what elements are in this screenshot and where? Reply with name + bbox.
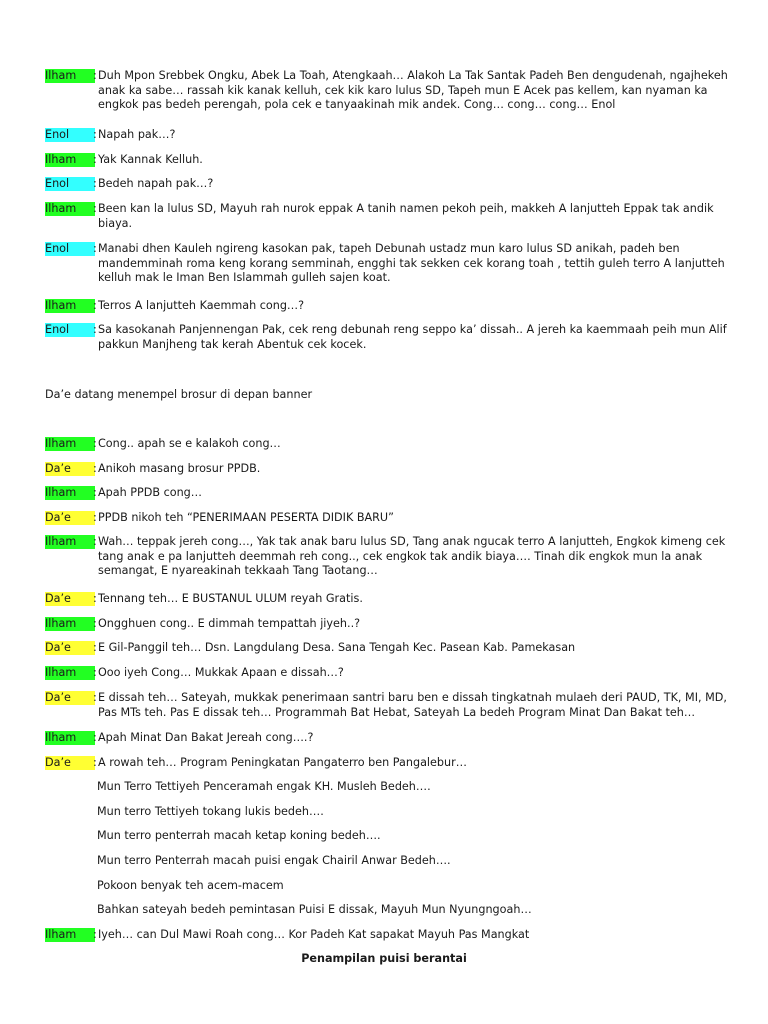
speaker-label: Ilham: [45, 437, 95, 451]
dialogue-line: Ilham : Apah PPDB cong…: [45, 486, 735, 501]
dialogue-text: PPDB nikoh teh “PENERIMAAN PESERTA DIDIK BARU”: [98, 511, 394, 524]
dialogue-line: Ilham : Apah Minat Dan Bakat Jereah cong….?: [45, 731, 735, 746]
speaker-label: Da’e: [45, 641, 95, 655]
dialogue-line: Da’e : PPDB nikoh teh “PENERIMAAN PESERTA DIDIK BARU”: [45, 511, 735, 526]
continuation-line: Pokoon benyak teh acem-macem: [97, 879, 284, 892]
continuation-line: Bahkan sateyah bedeh pemintasan Puisi E dissak, Mayuh Mun Nyungngoah…: [97, 903, 532, 916]
dialogue-text: A rowah teh… Program Peningkatan Pangaterro ben Pangalebur…: [98, 756, 467, 769]
dialogue-line: Ilham : Yak Kannak Kelluh.: [45, 153, 735, 168]
dialogue-line: Ilham : Been kan la lulus SD, Mayuh rah nurok eppak A tanih namen pekoh peih, makkeh A lanjutteh Eppak tak andik biaya.: [45, 202, 735, 231]
dialogue-line: Da’e : A rowah teh… Program Peningkatan Pangaterro ben Pangalebur…: [45, 756, 735, 771]
dialogue-text: Bedeh napah pak…?: [98, 177, 214, 190]
dialogue-line: Ilham : Duh Mpon Srebbek Ongku, Abek La Toah, Atengkaah… Alakoh La Tak Santak Padeh Ben dengudenah, ngajhekeh anak ka sabe… rassah kik kanak kelluh, cek kik karo lulus SD, Tapeh mun E Acek pas kellem, kan nyaman ka engkok pas bedeh perengah, pola cek e tanyaakinah mik andek. Cong… cong… cong… Enol: [45, 69, 735, 113]
speaker-label: Ilham: [45, 69, 95, 83]
dialogue-line: Ilham : Terros A lanjutteh Kaemmah cong…?: [45, 299, 735, 314]
speaker-label: Ilham: [45, 617, 95, 631]
dialogue-text: Napah pak…?: [98, 128, 176, 141]
dialogue-line: Ilham : Wah… teppak jereh cong…, Yak tak anak baru lulus SD, Tang anak ngucak terro A lanjutteh, Engkok kimeng cek tang anak e pa lanjutteh deemmah reh cong.., cek engkok tak andik biaya…. Tinah dik engkok mun la anak semangat, E nyareakinah tekkaah Tang Taotang…: [45, 535, 735, 579]
dialogue-text: Wah… teppak jereh cong…, Yak tak anak baru lulus SD, Tang anak ngucak terro A lanjutteh, Engkok kimeng cek tang anak e pa lanjutteh deemmah reh cong.., cek engkok tak andik biaya…. Tinah dik engkok mun la anak semangat, E nyareakinah tekkaah Tang Taotang…: [98, 535, 726, 577]
speaker-label: Enol: [45, 323, 95, 337]
dialogue-line: Enol : Manabi dhen Kauleh ngireng kasokan pak, tapeh Debunah ustadz mun karo lulus SD anikah, padeh ben mandemminah roma keng korang semminah, engghi tak sekken cek korang toah , tettih guleh terro A lanjutteh kelluh mak le Iman Ben Islammah gulleh sajen koat.: [45, 242, 735, 286]
dialogue-text: Tennang teh… E BUSTANUL ULUM reyah Gratis.: [98, 592, 363, 605]
speaker-label: Ilham: [45, 299, 95, 313]
dialogue-text: Terros A lanjutteh Kaemmah cong…?: [98, 299, 305, 312]
speaker-label: Da’e: [45, 592, 95, 606]
speaker-label: Enol: [45, 128, 95, 142]
continuation-line: Mun terro penterrah macah ketap koning bedeh….: [97, 829, 381, 842]
speaker-label: Ilham: [45, 731, 95, 745]
speaker-label: Enol: [45, 177, 95, 191]
dialogue-text: Iyeh… can Dul Mawi Roah cong… Kor Padeh Kat sapakat Mayuh Pas Mangkat: [98, 928, 530, 941]
dialogue-line: Da’e : Anikoh masang brosur PPDB.: [45, 462, 735, 477]
dialogue-text: E dissah teh… Sateyah, mukkak penerimaan santri baru ben e dissah tingkatnah mulaeh deri PAUD, TK, MI, MD, Pas MTs teh. Pas E dissak teh… Programmah Bat Hebat, Sateyah La bedeh Program Minat Dan Bakat teh…: [98, 691, 727, 719]
speaker-label: Enol: [45, 242, 95, 256]
continuation-line: Mun terro Tettiyeh tokang lukis bedeh….: [97, 805, 324, 818]
dialogue-line: Enol : Bedeh napah pak…?: [45, 177, 735, 192]
continuation-line: Mun terro Penterrah macah puisi engak Chairil Anwar Bedeh….: [97, 854, 451, 867]
dialogue-text: Ongghuen cong.. E dimmah tempattah jiyeh..?: [98, 617, 361, 630]
dialogue-text: Anikoh masang brosur PPDB.: [98, 462, 261, 475]
dialogue-line: Enol : Napah pak…?: [45, 128, 735, 143]
dialogue-line: Da’e : E dissah teh… Sateyah, mukkak penerimaan santri baru ben e dissah tingkatnah mulaeh deri PAUD, TK, MI, MD, Pas MTs teh. Pas E dissak teh… Programmah Bat Hebat, Sateyah La bedeh Program Minat Dan Bakat teh…: [45, 691, 735, 720]
speaker-label: Da’e: [45, 691, 95, 705]
speaker-label: Ilham: [45, 535, 95, 549]
speaker-label: Ilham: [45, 202, 95, 216]
dialogue-text: Sa kasokanah Panjennengan Pak, cek reng debunah reng seppo ka’ dissah.. A jereh ka kaemmaah peih mun Alif pakkun Manjheng tak kerah Abentuk cek kocek.: [98, 323, 727, 351]
speaker-label: Ilham: [45, 928, 95, 942]
section-heading: Penampilan puisi berantai: [301, 952, 467, 965]
dialogue-text: E Gil-Panggil teh… Dsn. Langdulang Desa. Sana Tengah Kec. Pasean Kab. Pamekasan: [98, 641, 576, 654]
dialogue-text: Been kan la lulus SD, Mayuh rah nurok eppak A tanih namen pekoh peih, makkeh A lanjutteh Eppak tak andik biaya.: [98, 202, 714, 230]
stage-direction: Da’e datang menempel brosur di depan banner: [45, 388, 313, 401]
dialogue-line: Enol : Sa kasokanah Panjennengan Pak, cek reng debunah reng seppo ka’ dissah.. A jereh ka kaemmaah peih mun Alif pakkun Manjheng tak kerah Abentuk cek kocek.: [45, 323, 735, 352]
speaker-label: Da’e: [45, 756, 95, 770]
dialogue-text: Manabi dhen Kauleh ngireng kasokan pak, tapeh Debunah ustadz mun karo lulus SD anikah, padeh ben mandemminah roma keng korang semminah, engghi tak sekken cek korang toah , tettih guleh terro A lanjutteh kelluh mak le Iman Ben Islammah gulleh sajen koat.: [98, 242, 725, 284]
dialogue-line: Ilham : Cong.. apah se e kalakoh cong…: [45, 437, 735, 452]
dialogue-text: Ooo iyeh Cong… Mukkak Apaan e dissah…?: [98, 666, 344, 679]
dialogue-text: Apah Minat Dan Bakat Jereah cong….?: [98, 731, 314, 744]
dialogue-text: Apah PPDB cong…: [98, 486, 202, 499]
speaker-label: Da’e: [45, 462, 95, 476]
dialogue-line: Da’e : Tennang teh… E BUSTANUL ULUM reyah Gratis.: [45, 592, 735, 607]
dialogue-text: Cong.. apah se e kalakoh cong…: [98, 437, 281, 450]
dialogue-line: Ilham : Iyeh… can Dul Mawi Roah cong… Kor Padeh Kat sapakat Mayuh Pas Mangkat: [45, 928, 735, 943]
dialogue-text: Duh Mpon Srebbek Ongku, Abek La Toah, Atengkaah… Alakoh La Tak Santak Padeh Ben dengudenah, ngajhekeh anak ka sabe… rassah kik kanak kelluh, cek kik karo lulus SD, Tapeh mun E Acek pas kellem, kan nyaman ka engkok pas bedeh perengah, pola cek e tanyaakinah mik andek. Cong… cong… cong… Enol: [98, 69, 728, 111]
speaker-label: Ilham: [45, 486, 95, 500]
dialogue-line: Da’e : E Gil-Panggil teh… Dsn. Langdulang Desa. Sana Tengah Kec. Pasean Kab. Pamekasan: [45, 641, 735, 656]
dialogue-text: Yak Kannak Kelluh.: [98, 153, 203, 166]
continuation-line: Mun Terro Tettiyeh Penceramah engak KH. Musleh Bedeh….: [97, 780, 431, 793]
dialogue-line: Ilham : Ooo iyeh Cong… Mukkak Apaan e dissah…?: [45, 666, 735, 681]
dialogue-line: Ilham : Ongghuen cong.. E dimmah tempattah jiyeh..?: [45, 617, 735, 632]
speaker-label: Ilham: [45, 666, 95, 680]
speaker-label: Ilham: [45, 153, 95, 167]
speaker-label: Da’e: [45, 511, 95, 525]
